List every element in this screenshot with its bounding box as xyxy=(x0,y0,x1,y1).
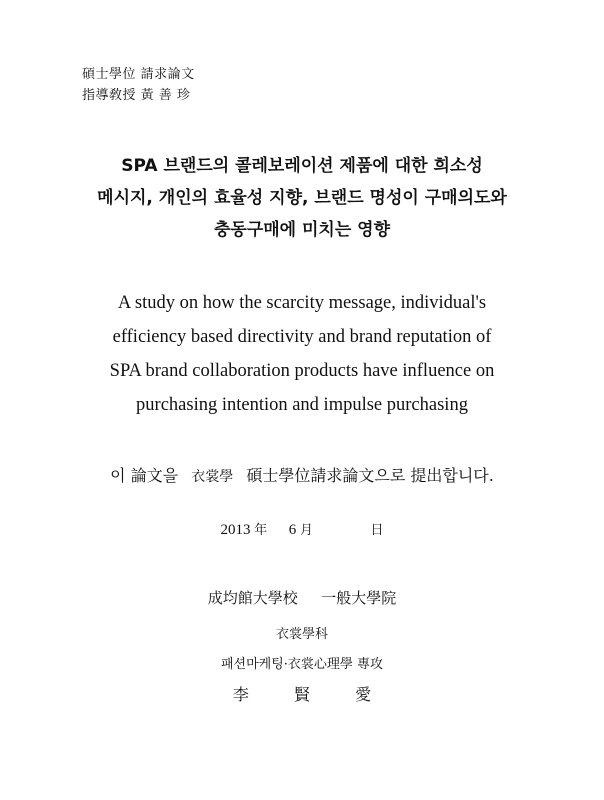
university-line xyxy=(0,587,604,608)
date-month-unit: 月 xyxy=(299,522,313,537)
submission-prefix: 이 論文을 xyxy=(110,466,179,485)
department-name: 衣裳學科 xyxy=(275,627,328,642)
author-char-3: 愛 xyxy=(355,685,372,704)
date-day-unit: 日 xyxy=(370,522,384,537)
header-block xyxy=(82,64,195,106)
advisor-line: 指導敎授 黃 善 珍 xyxy=(82,88,191,103)
korean-title-line-2: 메시지, 개인의 효율성 지향, 브랜드 명성이 구매의도와 xyxy=(97,188,507,208)
korean-title-line-3: 충동구매에 미치는 영향 xyxy=(213,220,391,240)
author-name xyxy=(0,682,604,705)
submission-date xyxy=(0,519,604,539)
degree-line: 碩士學位 請求論文 xyxy=(82,67,195,82)
korean-title-line-1: SPA 브랜드의 콜레보레이션 제품에 대한 희소성 xyxy=(121,156,483,176)
english-title-line-3: SPA brand collaboration products have influence on xyxy=(109,361,495,381)
date-month: 6 xyxy=(288,522,297,538)
date-year: 2013 xyxy=(220,522,251,538)
english-title-line-1: A study on how the scarcity message, individual's xyxy=(117,293,487,313)
university-name: 成均館大學校 xyxy=(207,589,298,607)
korean-title xyxy=(0,150,604,246)
english-title-line-2: efficiency based directivity and brand reputation of xyxy=(112,327,492,347)
graduate-school-name: 一般大學院 xyxy=(321,589,397,607)
english-title xyxy=(60,286,544,422)
submission-suffix: 碩士學位請求論文으로 提出합니다. xyxy=(246,466,494,485)
english-title-line-4: purchasing intention and impulse purchasing xyxy=(136,395,468,415)
submission-statement xyxy=(0,463,604,486)
date-year-unit: 年 xyxy=(254,522,268,537)
submission-department: 衣裳學 xyxy=(191,469,234,485)
author-char-1: 李 xyxy=(232,685,249,704)
major-name: 패션마케팅·衣裳心理學 專攻 xyxy=(220,657,384,672)
author-char-2: 賢 xyxy=(293,685,310,704)
